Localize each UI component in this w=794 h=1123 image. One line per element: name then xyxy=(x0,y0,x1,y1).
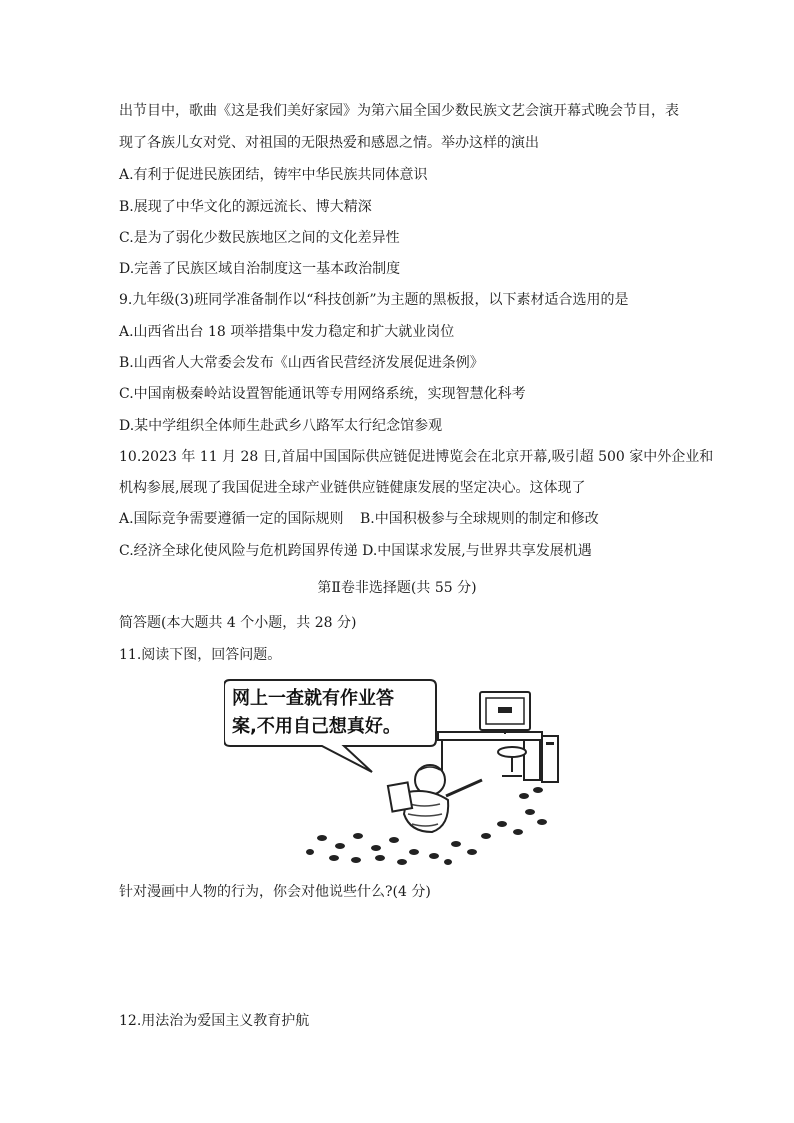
q8-option-d: D.完善了民族区域自治制度这一基本政治制度 xyxy=(119,261,401,277)
q9-option-b: B.山西省人大常委会发布《山西省民营经济发展促进条例》 xyxy=(119,355,484,371)
child-arm xyxy=(446,780,482,796)
q10-options-row2 xyxy=(119,541,592,561)
q9-option-d: D.某中学组织全体师生赴武乡八路军太行纪念馆参观 xyxy=(119,418,443,434)
q8-option-c: C.是为了弱化少数民族地区之间的文化差异性 xyxy=(119,230,400,246)
q9-option-a: A.山西省出台 18 项举措集中发力稳定和扩大就业岗位 xyxy=(119,324,455,340)
q10-option-c: C.经济全球化使风险与危机跨国界传递 xyxy=(119,543,358,559)
q8-option-a: A.有利于促进民族团结，铸牢中华民族共同体意识 xyxy=(119,167,428,183)
q11-prompt: 针对漫画中人物的行为，你会对他说些什么?(4 分) xyxy=(119,884,431,900)
q10-option-d: D.中国谋求发展,与世界共享发展机遇 xyxy=(362,543,592,559)
q10-option-a: A.国际竞争需要遵循一定的国际规则 xyxy=(119,511,344,527)
q8-stem-line1: 出节目中，歌曲《这是我们美好家园》为第六届全国少数民族文艺会演开幕式晚会节目，表 xyxy=(119,103,679,119)
desk-top xyxy=(438,732,542,740)
q8-option-b: B.展现了中华文化的源远流长、博大精深 xyxy=(119,199,372,215)
q11-stem: 11.阅读下图，回答问题。 xyxy=(119,647,282,663)
bubble-line2: 案,不用自己想真好。 xyxy=(232,716,401,737)
q10-stem-line2: 机构参展,展现了我国促进全球产业链供应链健康发展的坚定决心。这体现了 xyxy=(119,480,586,496)
q11-cartoon xyxy=(224,676,568,866)
section-title: 第Ⅱ卷非选择题(共 55 分) xyxy=(317,580,477,596)
q9-option-c: C.中国南极秦岭站设置智能通讯等专用网络系统，实现智慧化科考 xyxy=(119,386,526,402)
q10-option-b: B.中国积极参与全球规则的制定和修改 xyxy=(360,511,599,527)
desk-drawer xyxy=(524,740,540,780)
q9-stem: 9.九年级(3)班同学准备制作以“科技创新”为主题的黑板报，以下素材适合选用的是 xyxy=(119,292,629,308)
q10-options-row1 xyxy=(119,509,599,529)
q12-stem: 12.用法治为爱国主义教育护航 xyxy=(119,1013,310,1029)
section-subtitle: 简答题(本大题共 4 个小题，共 28 分) xyxy=(119,615,357,631)
chair xyxy=(498,747,526,757)
bubble-line1: 网上一查就有作业答 xyxy=(232,688,394,709)
q10-stem-line1: 10.2023 年 11 月 28 日,首届中国国际供应链促进博览会在北京开幕,吸引超 500 家中外企业和 xyxy=(119,449,714,465)
book xyxy=(388,782,412,811)
q8-stem-line2: 现了各族儿女对党、对祖国的无限热爱和感恩之情。举办这样的演出 xyxy=(119,135,539,151)
